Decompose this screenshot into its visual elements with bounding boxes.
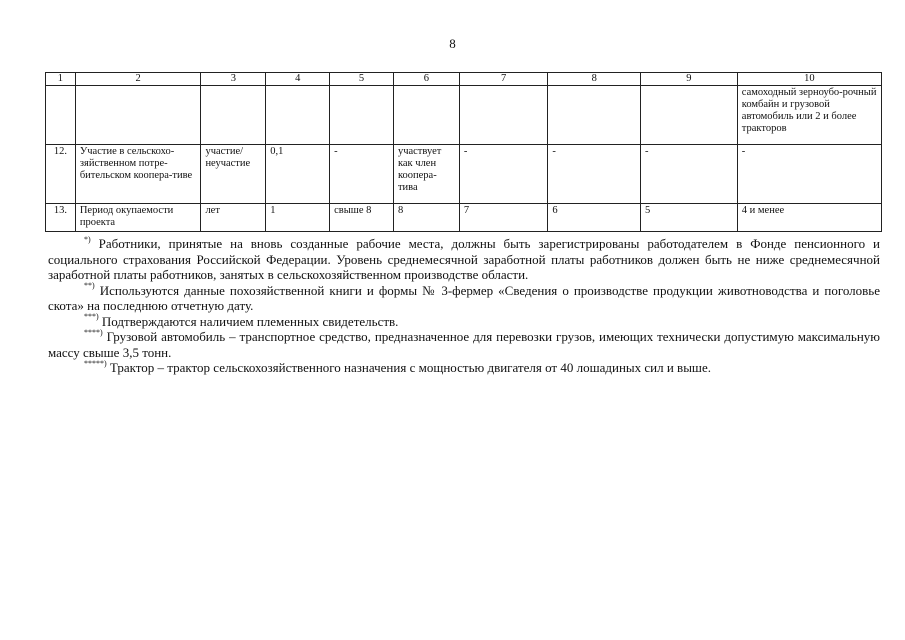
table-cell: участвует как член коопера-тива: [393, 145, 459, 204]
column-header: 1: [46, 73, 76, 86]
footnote-text: Работники, принятые на вновь созданные рабочие места, должны быть зарегистрированы работодателем в Фонде пенсионного и социального страхования Российской Федерации. Уровень среднемесячной заработной платы работников должен быть не ниже среднемесячной заработной платы работников, занятых в сельскохозяйственном производстве области.: [48, 236, 880, 282]
table-cell: [393, 86, 459, 145]
footnote-text: Грузовой автомобиль – транспортное средство, предназначенное для перевозки грузов, имеющих технически допустимую максимальную массу свыше 3,5 тонн.: [48, 329, 880, 360]
footnote-text: Трактор – трактор сельскохозяйственного назначения с мощностью двигателя от 40 лошадиных сил и выше.: [106, 360, 711, 375]
column-header: 4: [266, 73, 330, 86]
column-header: 6: [393, 73, 459, 86]
footnote: [48, 236, 880, 283]
table-cell: -: [548, 145, 641, 204]
table-cell: 13.: [46, 204, 76, 232]
footnote-text: Подтверждаются наличием племенных свидетельств.: [98, 313, 399, 329]
table-header-row: [46, 73, 882, 86]
footnote: [48, 283, 880, 314]
table-cell: 1: [266, 204, 330, 232]
table-cell: 7: [459, 204, 548, 232]
table-row: [46, 145, 882, 204]
column-header: 7: [459, 73, 548, 86]
table-cell: [266, 86, 330, 145]
footnote: [48, 360, 880, 376]
table-cell: [459, 86, 548, 145]
table-cell: [641, 86, 738, 145]
table-cell: -: [459, 145, 548, 204]
table-cell: -: [641, 145, 738, 204]
column-header: 2: [75, 73, 201, 86]
table-cell: -: [330, 145, 394, 204]
table-cell: Участие в сельскохо-зяйственном потре-бительском коопера-тиве: [75, 145, 201, 204]
table-cell: свыше 8: [330, 204, 394, 232]
table-cell: [46, 86, 76, 145]
table-cell: [201, 86, 266, 145]
table-row: [46, 86, 882, 145]
footnote-mark: ****): [84, 327, 103, 337]
table-cell: [330, 86, 394, 145]
footnote: [48, 314, 880, 330]
table-cell: самоходный зерноубо-рочный комбайн и грузовой автомобиль или 2 и более тракторов: [737, 86, 881, 145]
footnote-mark: *): [84, 234, 91, 244]
table-cell: лет: [201, 204, 266, 232]
page-number: 8: [449, 36, 456, 51]
table-cell: 0,1: [266, 145, 330, 204]
table-cell: [75, 86, 201, 145]
column-header: 10: [737, 73, 881, 86]
table-row: [46, 204, 882, 232]
footnote-mark: **): [84, 281, 95, 291]
column-header: 8: [548, 73, 641, 86]
table-cell: 12.: [46, 145, 76, 204]
table-cell: участие/ неучастие: [201, 145, 266, 204]
table-cell: Период окупаемости проекта: [75, 204, 201, 232]
column-header: 3: [201, 73, 266, 86]
table-cell: 8: [393, 204, 459, 232]
footnote-mark: ***): [84, 312, 99, 322]
footnote-mark: *****): [84, 358, 107, 368]
column-header: 5: [330, 73, 394, 86]
table-cell: 6: [548, 204, 641, 232]
footnote-text: Используются данные похозяйственной книги и формы № 3-фермер «Сведения о производстве продукции животноводства и поголовье скота» на последнюю отчетную дату.: [48, 282, 880, 313]
criteria-table: [45, 72, 882, 232]
footnotes: [48, 236, 880, 376]
table-cell: -: [737, 145, 881, 204]
footnote: [48, 329, 880, 360]
table-cell: 4 и менее: [737, 204, 881, 232]
table-cell: [548, 86, 641, 145]
column-header: 9: [641, 73, 738, 86]
table-cell: 5: [641, 204, 738, 232]
